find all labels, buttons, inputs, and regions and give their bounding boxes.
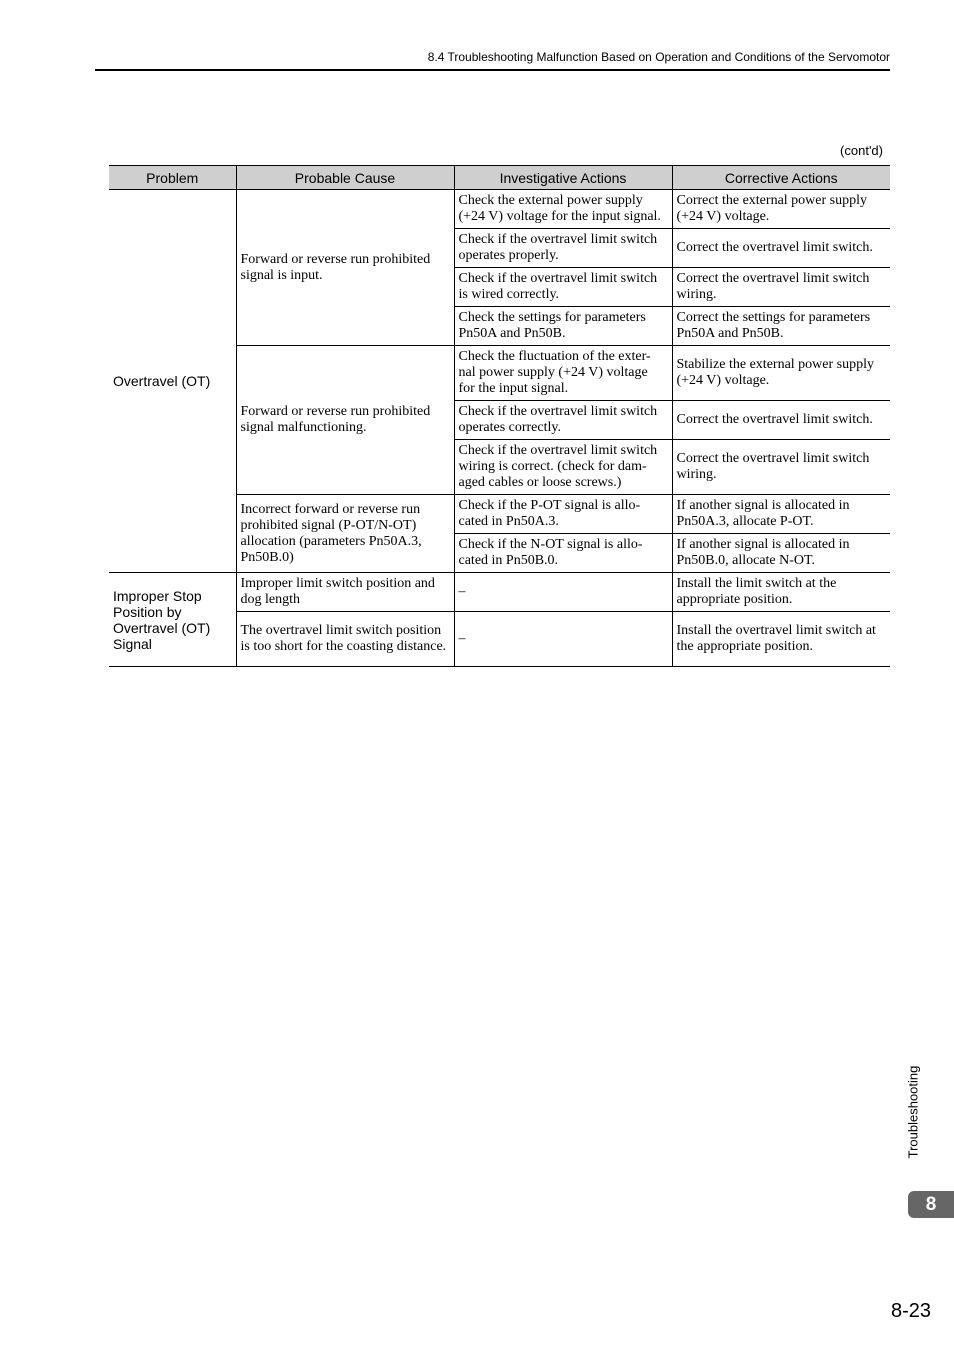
corrective-cell: Correct the overtravel limit switch wiring. <box>672 440 890 495</box>
cause-cell: Forward or reverse run prohibited signal malfunctioning. <box>236 346 454 495</box>
investigative-cell: Check the external power supply (+24 V) voltage for the input signal. <box>454 190 672 229</box>
column-header-problem: Problem <box>109 166 236 190</box>
cause-cell: Forward or reverse run prohibited signal is input. <box>236 190 454 346</box>
corrective-cell: Correct the overtravel limit switch. <box>672 229 890 268</box>
problem-cell: Overtravel (OT) <box>109 190 236 573</box>
investigative-cell: Check if the P-OT signal is allo-cated in Pn50A.3. <box>454 495 672 534</box>
column-header-corrective-actions: Corrective Actions <box>672 166 890 190</box>
header-rule <box>95 69 890 71</box>
chapter-number-tab: 8 <box>908 1191 954 1218</box>
page-number: 8-23 <box>890 1300 931 1322</box>
corrective-cell: Install the overtravel limit switch at the appropriate position. <box>672 612 890 667</box>
cause-cell: The overtravel limit switch position is too short for the coasting distance. <box>236 612 454 667</box>
corrective-cell: Correct the overtravel limit switch. <box>672 401 890 440</box>
table-row <box>109 573 890 612</box>
table-header-row <box>109 166 890 190</box>
corrective-cell: If another signal is allocated in Pn50A.3, allocate P-OT. <box>672 495 890 534</box>
cause-cell: Incorrect forward or reverse run prohibited signal (P-OT/N-OT) allocation (parameters Pn50A.3, Pn50B.0) <box>236 495 454 573</box>
table-row <box>109 190 890 229</box>
corrective-cell: Correct the overtravel limit switch wiring. <box>672 268 890 307</box>
investigative-cell: Check if the overtravel limit switch is wired correctly. <box>454 268 672 307</box>
running-header: 8.4 Troubleshooting Malfunction Based on Operation and Conditions of the Servomotor <box>427 50 890 64</box>
investigative-cell: Check if the N-OT signal is allo-cated in Pn50B.0. <box>454 534 672 573</box>
column-header-investigative-actions: Investigative Actions <box>454 166 672 190</box>
investigative-cell: Check if the overtravel limit switch wiring is correct. (check for dam-aged cables or loose screws.) <box>454 440 672 495</box>
continued-label: (cont'd) <box>840 143 883 158</box>
corrective-cell: Stabilize the external power supply (+24 V) voltage. <box>672 346 890 401</box>
corrective-cell: Correct the settings for parameters Pn50A and Pn50B. <box>672 307 890 346</box>
column-header-probable-cause: Probable Cause <box>236 166 454 190</box>
investigative-cell: Check the settings for parameters Pn50A and Pn50B. <box>454 307 672 346</box>
investigative-cell: Check the fluctuation of the exter-nal power supply (+24 V) voltage for the input signal. <box>454 346 672 401</box>
chapter-side-label: Troubleshooting <box>905 1065 921 1159</box>
investigative-cell: – <box>454 573 672 612</box>
investigative-cell: Check if the overtravel limit switch operates correctly. <box>454 401 672 440</box>
corrective-cell: Install the limit switch at the appropriate position. <box>672 573 890 612</box>
corrective-cell: Correct the external power supply (+24 V) voltage. <box>672 190 890 229</box>
investigative-cell: Check if the overtravel limit switch operates properly. <box>454 229 672 268</box>
investigative-cell: – <box>454 612 672 667</box>
troubleshooting-table <box>109 165 890 667</box>
corrective-cell: If another signal is allocated in Pn50B.0, allocate N-OT. <box>672 534 890 573</box>
cause-cell: Improper limit switch position and dog length <box>236 573 454 612</box>
problem-cell: Improper Stop Position by Overtravel (OT) Signal <box>109 573 236 667</box>
